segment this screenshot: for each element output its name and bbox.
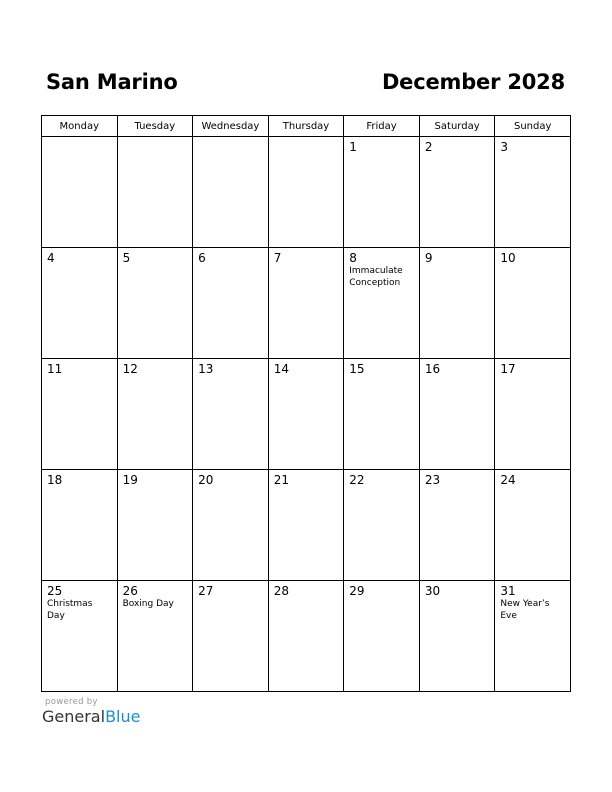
day-cell: [117, 581, 193, 692]
day-number: 4: [47, 251, 55, 265]
day-cell: [268, 581, 344, 692]
day-cell: [117, 359, 193, 470]
weekday-header: Sunday: [495, 116, 571, 137]
day-cell: [344, 359, 420, 470]
day-cell: [42, 581, 118, 692]
day-number: 21: [273, 473, 289, 487]
day-number: 17: [500, 362, 516, 376]
weekday-header-row: [42, 116, 571, 137]
day-cell: [419, 359, 495, 470]
day-number: 8: [349, 251, 357, 265]
day-number: 23: [424, 473, 441, 487]
day-cell: [268, 248, 344, 359]
day-cell: [495, 359, 571, 470]
weekday-header: Tuesday: [117, 116, 193, 137]
week-row: [42, 359, 571, 470]
day-cell: [419, 248, 495, 359]
week-row: [42, 470, 571, 581]
powered-by-text: powered by: [45, 697, 98, 707]
day-number: 14: [273, 362, 289, 376]
weekday-header: Thursday: [268, 116, 344, 137]
day-number: 30: [424, 584, 441, 598]
weekday-header: Friday: [344, 116, 420, 137]
day-number: 16: [424, 362, 441, 376]
holiday-label: Immaculate Conception: [349, 266, 403, 288]
day-cell: [268, 470, 344, 581]
weekday-header: Wednesday: [193, 116, 269, 137]
day-number: 11: [47, 362, 63, 376]
week-row: [42, 137, 571, 248]
day-number: 6: [198, 251, 206, 265]
day-cell: [419, 137, 495, 248]
day-number: 26: [122, 584, 138, 598]
day-cell: [344, 581, 420, 692]
day-number: 22: [349, 473, 365, 487]
month-title: December 2028: [381, 70, 565, 94]
day-cell: [193, 581, 269, 692]
day-number: 12: [122, 362, 138, 376]
day-cell: [495, 137, 571, 248]
day-cell: [268, 137, 344, 248]
day-number: 3: [500, 140, 509, 154]
day-number: 10: [500, 251, 516, 265]
week-row: [42, 248, 571, 359]
country-title: San Marino: [46, 70, 178, 94]
day-number: 31: [500, 584, 516, 598]
day-number: 13: [198, 362, 214, 376]
brand-blue-text: Blue: [105, 707, 141, 726]
day-cell: [193, 470, 269, 581]
day-cell: [117, 137, 193, 248]
day-cell: [117, 470, 193, 581]
day-cell: [495, 248, 571, 359]
day-number: 15: [349, 362, 365, 376]
holiday-label: Christmas Day: [47, 599, 93, 621]
day-cell: [268, 359, 344, 470]
day-cell: [42, 248, 118, 359]
day-cell: [344, 137, 420, 248]
holiday-label: New Year’s Eve: [500, 599, 550, 621]
week-row: [42, 581, 571, 692]
day-cell: [419, 470, 495, 581]
day-number: 18: [47, 473, 63, 487]
day-number: 9: [424, 251, 433, 265]
day-cell: [419, 581, 495, 692]
day-cell: [193, 359, 269, 470]
weekday-header: Monday: [42, 116, 118, 137]
day-number: 25: [47, 584, 63, 598]
day-cell: [117, 248, 193, 359]
day-number: 29: [349, 584, 365, 598]
day-number: 7: [273, 251, 282, 265]
day-number: 24: [500, 473, 516, 487]
day-number: 27: [198, 584, 214, 598]
day-number: 19: [122, 473, 138, 487]
day-cell: [495, 470, 571, 581]
day-cell: [344, 470, 420, 581]
generalblue-logo: [42, 708, 140, 726]
weekday-header: Saturday: [419, 116, 495, 137]
day-cell: [193, 137, 269, 248]
day-number: 2: [424, 140, 433, 154]
day-number: 5: [122, 251, 131, 265]
day-cell: [344, 248, 420, 359]
day-cell: [42, 137, 118, 248]
day-number: 20: [198, 473, 214, 487]
day-cell: [42, 359, 118, 470]
brand-general-text: General: [42, 707, 106, 726]
calendar-grid: [41, 115, 571, 692]
day-number: 28: [273, 584, 289, 598]
day-cell: [193, 248, 269, 359]
footer-branding: [42, 697, 140, 726]
day-number: 1: [349, 140, 357, 154]
day-cell: [42, 470, 118, 581]
day-cell: [495, 581, 571, 692]
holiday-label: Boxing Day: [122, 599, 174, 609]
